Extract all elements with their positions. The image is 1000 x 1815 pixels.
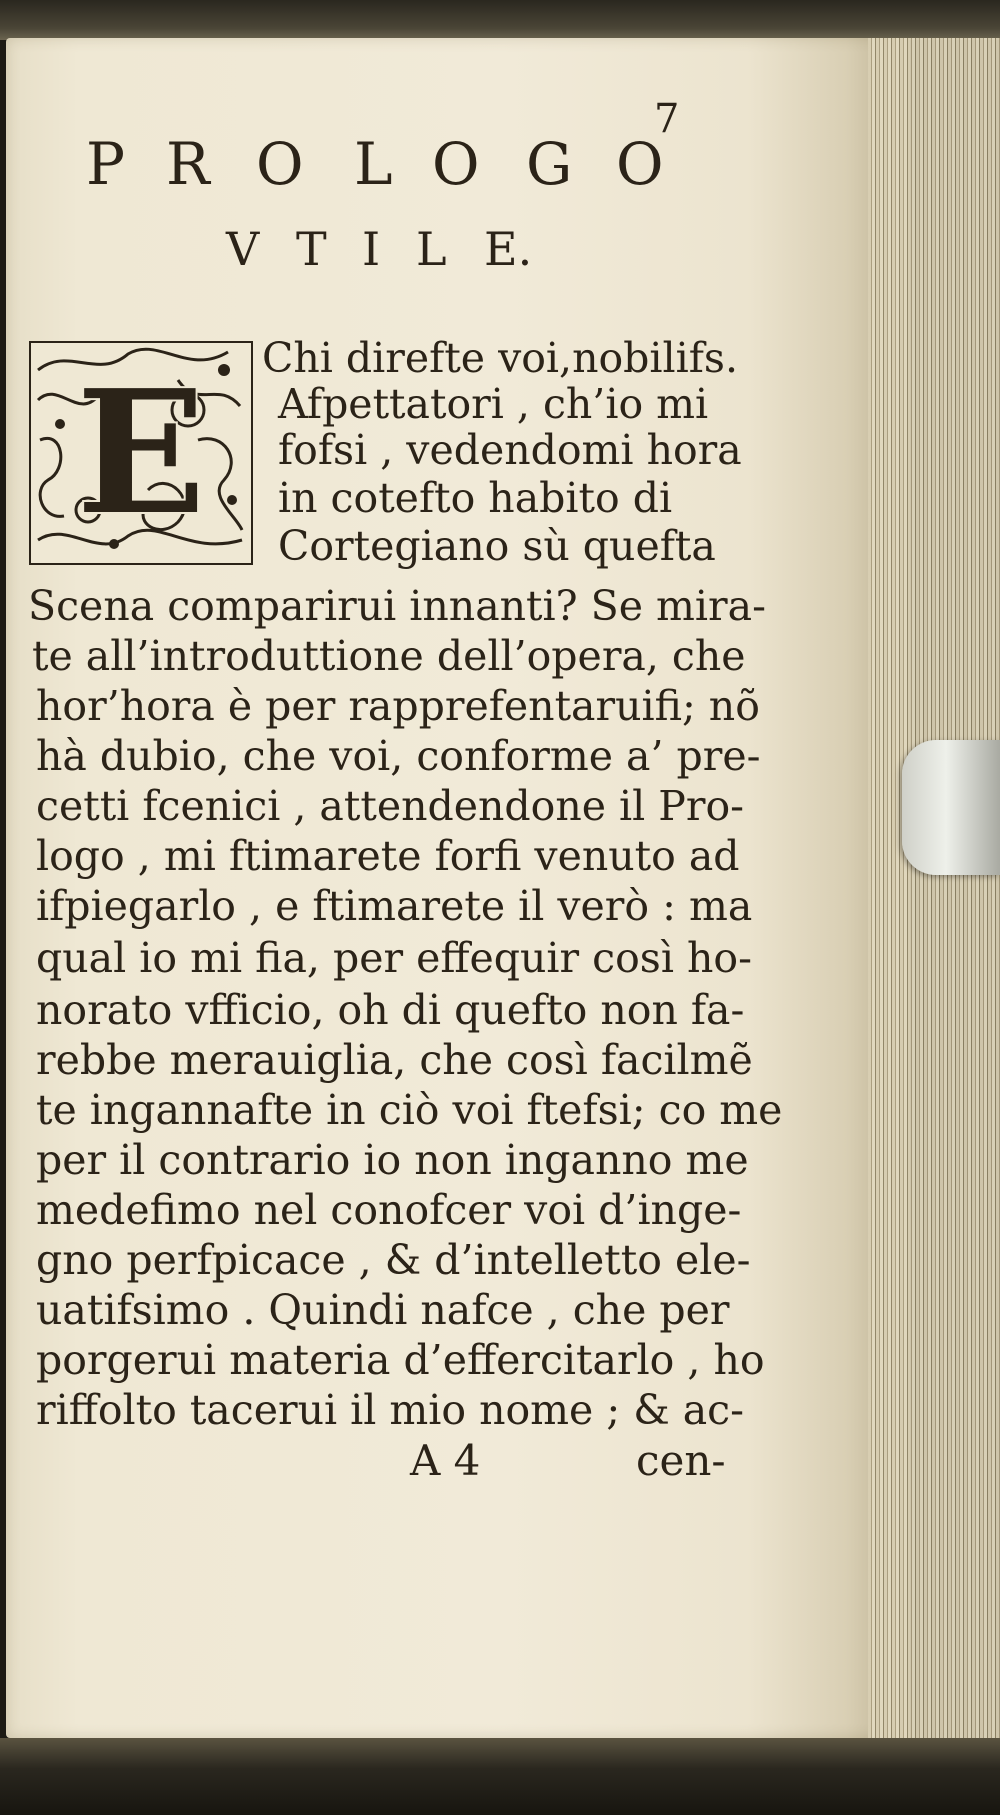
body-text-line: ifpiegarlo , e ftimarete il verò : ma [36, 882, 753, 930]
body-text-line: Cortegiano sù quefta [278, 522, 716, 570]
body-text-line: Afpettatori , ch’io mi [278, 380, 709, 428]
running-head-letter: R [166, 130, 210, 198]
running-head-letter: G [526, 130, 573, 198]
running-head-title [86, 130, 686, 200]
running-head-letter: O [256, 130, 304, 198]
book-binding-top [0, 0, 1000, 40]
subtitle-letter: T [296, 222, 327, 276]
ornament-initial-icon [28, 340, 254, 566]
page-fore-edge [868, 38, 1000, 1738]
body-text-line: logo , mi ftimarete forfi venuto ad [36, 832, 740, 880]
catchword: cen- [636, 1436, 726, 1485]
body-text-line: rebbe merauiglia, che così facilmẽ [36, 1036, 753, 1084]
body-text-line: Scena comparirui innanti? Se mira- [28, 582, 766, 630]
body-text-line: qual io mi fia, per effequir così ho- [36, 934, 752, 982]
body-text-line: hà dubio, che voi, conforme a’ pre- [36, 732, 761, 780]
body-text-line: gno perfpicace , & d’intelletto ele- [36, 1236, 751, 1284]
book-clasp [902, 740, 1000, 875]
body-text-line: hor’hora è per rapprefentaruifi; nõ [36, 682, 760, 730]
body-text-line: porgerui materia d’effercitarlo , ho [36, 1336, 765, 1384]
subtitle-letter: L [416, 222, 447, 276]
subtitle-letter: V [226, 222, 260, 276]
running-head-letter: P [86, 130, 126, 198]
signature-mark: A 4 [410, 1436, 481, 1485]
body-text-line: te ingannafte in ciò voi ftefsi; co me [36, 1086, 783, 1134]
subtitle-letter: I [362, 222, 381, 276]
body-text-line: Chi direfte voi,nobilifs. [262, 334, 739, 382]
decorated-initial [28, 340, 254, 566]
body-text-line: in cotefto habito di [278, 474, 673, 522]
page-number: 7 [654, 96, 680, 142]
running-head-letter: O [432, 130, 480, 198]
subtitle-letter: E. [484, 222, 533, 276]
body-text-line: riffolto tacerui il mio nome ; & ac- [36, 1386, 744, 1434]
initial-letter: E [76, 353, 206, 553]
body-text-line: cetti fcenici , attendendone il Pro- [36, 782, 745, 830]
running-head-letter: O [616, 130, 664, 198]
body-text-line: fofsi , vedendomi hora [278, 426, 742, 474]
body-text-line: per il contrario io non inganno me [36, 1136, 749, 1184]
body-text-line: medefimo nel conofcer voi d’inge- [36, 1186, 742, 1234]
section-subtitle [226, 222, 626, 282]
body-text-line: norato vfficio, oh di quefto non fa- [36, 986, 745, 1034]
body-text-line: te all’introduttione dell’opera, che [32, 632, 746, 680]
running-head-letter: L [354, 130, 393, 198]
body-text-line: uatifsimo . Quindi nafce , che per [36, 1286, 730, 1334]
book-binding-bottom [0, 1738, 1000, 1815]
